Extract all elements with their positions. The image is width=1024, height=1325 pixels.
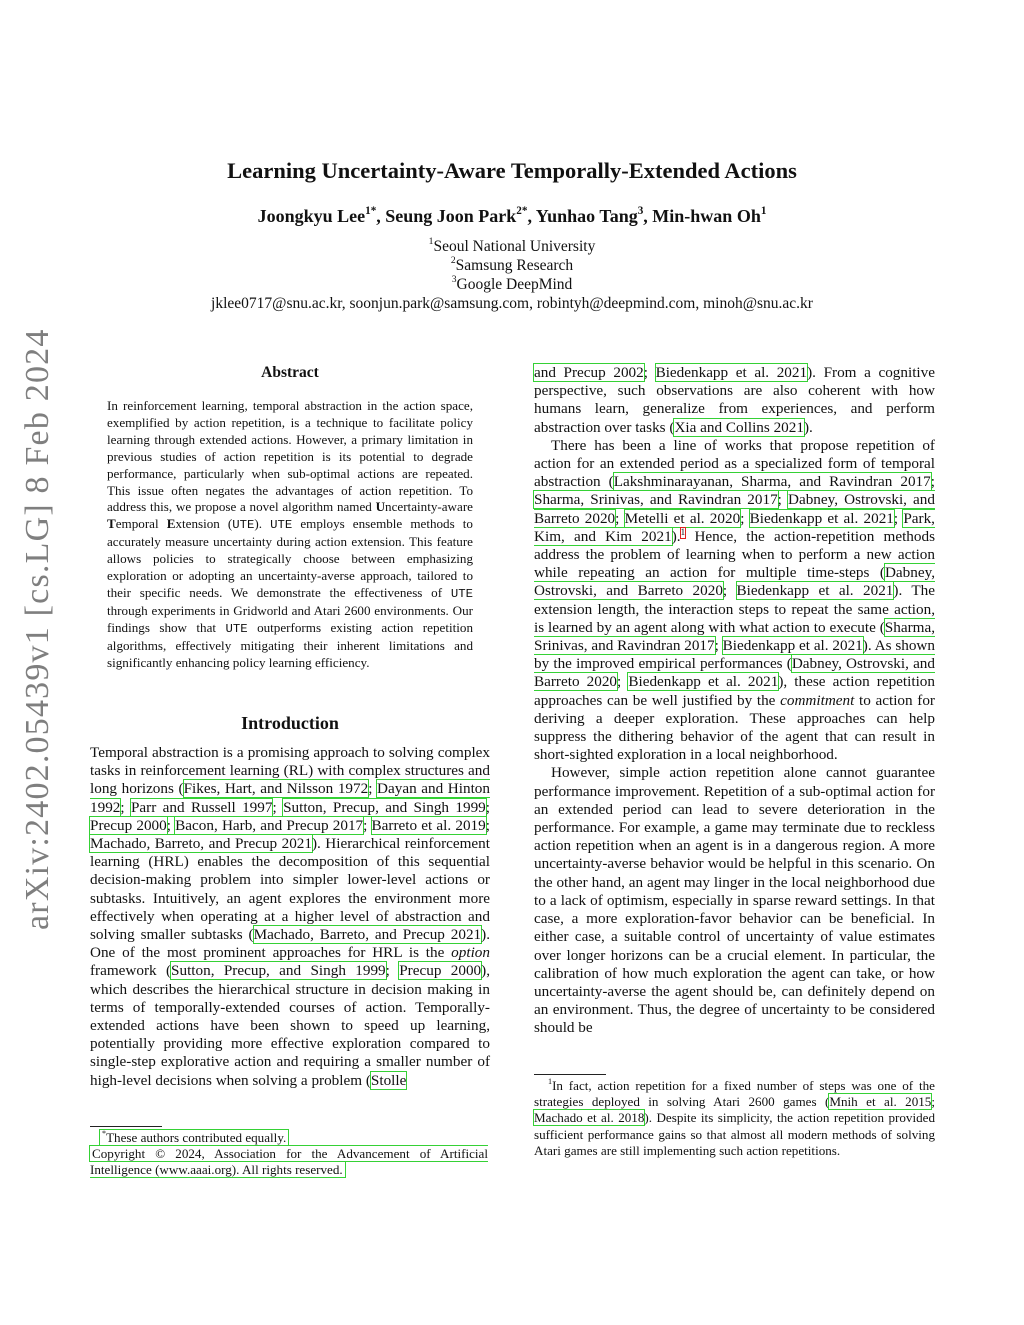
text: ; bbox=[931, 1094, 935, 1110]
emphasis: commitment bbox=[780, 691, 855, 709]
citation-link[interactable]: Dayan and Hinton 1992 bbox=[90, 780, 490, 816]
affiliation-mark: 2 bbox=[450, 255, 456, 267]
affiliation-mark: 1 bbox=[428, 236, 434, 248]
text: ; bbox=[485, 816, 490, 834]
text: ; bbox=[617, 673, 629, 691]
citation-link[interactable]: Machado et al. 2018 bbox=[534, 1110, 645, 1126]
left-footnotes bbox=[90, 1130, 488, 1179]
text: ; bbox=[363, 816, 372, 834]
paper-title: Learning Uncertainty-Aware Temporally-Extended Actions bbox=[227, 158, 797, 183]
text: In fact, action repetition for a fixed number of steps was one of the strategies deployed in solving Atari 2600 games ( bbox=[534, 1078, 935, 1110]
method-name: UTE bbox=[450, 586, 473, 601]
citation-link[interactable]: Biedenkapp et al. 2021 bbox=[655, 364, 808, 381]
footnote-text: These authors contributed equally. bbox=[106, 1130, 287, 1145]
text: ; bbox=[643, 364, 656, 381]
text: ). Hierarchical reinforcement learning (HRL) enables the decomposition of this sequential decision-making problem into simpler lower-level actions or subtasks. Intuitively, an agent explores the environment more effectively when operating at a higher level of abstraction and solving smaller subtasks ( bbox=[90, 835, 490, 944]
author-mark: 1* bbox=[365, 205, 377, 218]
footnote-mark: * bbox=[102, 1129, 107, 1139]
text: emporal bbox=[115, 516, 167, 532]
text: Hence, the action-repetition methods address the problem of learning when to perform a new action while repeating an action for multiple time-steps ( bbox=[534, 527, 935, 582]
author-name: Min-hwan Oh bbox=[652, 206, 761, 226]
method-name: UTE bbox=[232, 518, 255, 533]
citation-link[interactable]: Stolle bbox=[370, 1071, 407, 1089]
text: ; bbox=[740, 509, 750, 527]
text: ; bbox=[272, 798, 284, 816]
citation-link[interactable]: Biedenkapp et al. 2021 bbox=[749, 509, 894, 527]
affiliation bbox=[0, 276, 1024, 294]
text: ; bbox=[368, 780, 378, 798]
citation-link[interactable]: Machado, Barreto, and Precup 2021 bbox=[90, 835, 312, 853]
citation-link[interactable]: Mnih et al. 2015 bbox=[829, 1094, 932, 1110]
author-mark: 1 bbox=[760, 205, 767, 218]
paragraph bbox=[534, 437, 935, 765]
affiliation-mark: 3 bbox=[451, 274, 457, 286]
affiliation bbox=[0, 257, 1024, 275]
author-name: Joongkyu Lee bbox=[257, 206, 366, 226]
text: ). One of the most prominent approaches for HRL is the bbox=[90, 926, 490, 962]
author-name: Seung Joon Park bbox=[385, 206, 517, 226]
paragraph bbox=[534, 364, 935, 437]
affiliation-name: Samsung Research bbox=[455, 257, 574, 274]
text: Temporal abstraction is a promising approach to solving complex tasks in reinforcement learning (RL) with complex structures and long horizons ( bbox=[90, 744, 490, 798]
citation-link[interactable]: Dabney, Ostrovski, and Barreto 2020 bbox=[534, 491, 935, 527]
text: U bbox=[375, 499, 386, 515]
text: ; bbox=[615, 509, 625, 527]
arxiv-identifier: arXiv:2402.05439v1 [cs.LG] 8 Feb 2024 bbox=[19, 328, 56, 930]
method-name: UTE bbox=[225, 621, 248, 636]
citation-link[interactable]: Dabney, Ostrovski, and Barreto 2020 bbox=[534, 564, 935, 600]
citation-link[interactable]: Precup 2000 bbox=[399, 962, 482, 980]
text: ; bbox=[714, 637, 723, 655]
text: In reinforcement learning, temporal abstraction in the action space, exemplified by action repetition, is a technique to facilitate policy learning through extended actions. However, a primary limitation in previous studies of action repetition is its potential to degrade performance, particularly when sub-optimal actions are repeated. This issue often negates the advantages of action repetition. To address this, we propose a novel algorithm named bbox=[107, 398, 473, 515]
text: ). bbox=[671, 527, 681, 545]
citation-link[interactable]: Fikes, Hart, and Nilsson 1972 bbox=[183, 780, 369, 798]
text: ), these action repetition approaches can be well justified by the bbox=[534, 673, 935, 709]
citation-link[interactable]: Biedenkapp et al. 2021 bbox=[722, 637, 863, 655]
text: xtension ( bbox=[175, 516, 233, 532]
affiliation-name: Google DeepMind bbox=[456, 276, 573, 293]
citation-link[interactable]: Sharma, Srinivas, and Ravindran 2017 bbox=[534, 618, 935, 655]
text: employs ensemble methods to accurately measure uncertainty during action extension. This feature allows policies to strategically choose between emphasizing exploration or adopting an uncertainty-averse approach, tailored to their specific needs. We demonstrate the effectiveness of bbox=[107, 516, 473, 600]
author-list: Joongkyu Lee$^{1*}$, Seung Joon Park$^{2*}$, Yunhao Tang$^3$, Min-hwan Oh$^1$ bbox=[257, 205, 767, 226]
citation-link[interactable]: Biedenkapp et al. 2021 bbox=[736, 582, 894, 600]
text: ; bbox=[166, 816, 176, 834]
citation-link[interactable]: Metelli et al. 2020 bbox=[624, 509, 741, 527]
affiliation bbox=[0, 238, 1024, 256]
emphasis: option bbox=[451, 944, 490, 962]
text: to action for deriving a deeper exploration. These approaches can help suppress the dithering behavior of the agent that can result in short-sighted exploration in a local neighborhood. bbox=[534, 691, 935, 764]
method-name: UTE bbox=[270, 518, 293, 533]
footnote-mark: 1 bbox=[548, 1077, 553, 1087]
paragraph: However, simple action repetition alone cannot guarantee performance improvement. Repetition of a sub-optimal action for an extended period can lead to severe deterioration in the performance. For example, a game may terminate due to reckless action repetition when an agent is in a dangerous region. A more uncertainty-averse behavior would be helpful in this scenario. On the other hand, an agent may linger in the local neighborhood due to a lack of optimism, especially in sparse reward settings. In that case, a more exploration-favor behavior can be beneficial. In either case, a suitable control of uncertainty of value estimates over longer horizons can be a crucial element. In particular, the calibration of how much exploration the agent can take, or how uncertainty-averse the agent should be, can definitely depend on an environment. Thus, the degree of uncertainty to be considered should be bbox=[534, 764, 935, 1037]
affiliation-name: Seoul National University bbox=[433, 238, 596, 255]
author-name: Yunhao Tang bbox=[535, 206, 638, 226]
text: ). Despite its simplicity, the action repetition provided sufficient performance gains so that almost all modern methods of solving Atari games are still implementing such action repetitions. bbox=[534, 1110, 935, 1158]
text: ). The extension length, the interaction steps to repeat the same action, is learned by an agent along with what action to execute ( bbox=[534, 582, 935, 636]
text: ; bbox=[485, 798, 490, 816]
citation-link[interactable]: Bacon, Harb, and Precup 2017 bbox=[175, 816, 364, 834]
text: through experiments in Gridworld and Atari 2600 environments. Our findings show that bbox=[107, 602, 473, 635]
text: ). From a cognitive perspective, such observations are also coherent with how humans learn, generalize from experiences, and perform abstraction over tasks ( bbox=[534, 364, 935, 436]
text: ; bbox=[893, 509, 904, 527]
citation-link[interactable]: Machado, Barreto, and Precup 2021 bbox=[253, 926, 482, 944]
copyright-link[interactable]: Copyright © 2024, Association for the Advancement of Artificial Intelligence (www.aaai.org). All rights reserved. bbox=[90, 1146, 488, 1178]
text: framework ( bbox=[90, 962, 172, 980]
text: ), which describes the hierarchical structure in decision making in terms of temporally-extended courses of action. Temporally-extended actions have been shown to speed up learning, potentially providing more effective exploration compared to single-step explorative action and requiring a smaller number of high-level decisions when solving a problem ( bbox=[90, 962, 490, 1089]
citation-link[interactable]: Sharma, Srinivas, and Ravindran 2017 bbox=[534, 491, 778, 509]
section-heading-introduction: Introduction bbox=[241, 713, 339, 733]
author-emails: jklee0717@snu.ac.kr, soonjun.park@samsung.com, robintyh@deepmind.com, minoh@snu.ac.kr bbox=[211, 295, 813, 312]
text: ). bbox=[803, 418, 813, 436]
text: E bbox=[166, 516, 176, 532]
footnote-box[interactable] bbox=[100, 1130, 288, 1145]
right-footnotes bbox=[534, 1078, 935, 1159]
footnote-rule bbox=[90, 1126, 162, 1127]
citation-link[interactable]: Sutton, Precup, and Singh 1999 bbox=[283, 798, 486, 816]
abstract-heading: Abstract bbox=[261, 364, 319, 381]
citation-link[interactable]: Lakshminarayanan, Sharma, and Ravindran 2017 bbox=[613, 473, 931, 491]
citation-link[interactable]: and Precup 2002 bbox=[534, 364, 644, 381]
copyright-notice bbox=[90, 1146, 488, 1178]
text: ; bbox=[722, 582, 737, 600]
citation-link[interactable]: Biedenkapp et al. 2021 bbox=[628, 673, 779, 691]
text: ). As shown by the improved empirical performances ( bbox=[534, 637, 935, 673]
footnote bbox=[90, 1130, 488, 1146]
text: ncertainty-aware bbox=[385, 499, 473, 515]
author-mark: 2* bbox=[516, 205, 528, 218]
citation-link[interactable]: Park, Kim, and Kim 2021 bbox=[534, 509, 935, 545]
text: ; bbox=[930, 473, 935, 491]
citation-link[interactable]: Precup 2000 bbox=[90, 816, 167, 834]
citation-link[interactable]: Sutton, Precup, and Singh 1999 bbox=[171, 962, 386, 980]
footnote bbox=[534, 1078, 935, 1159]
footnote-link[interactable]: 1 bbox=[680, 527, 686, 538]
citation-link[interactable]: Dabney, Ostrovski, and Barreto 2020 bbox=[534, 655, 935, 691]
text: ). bbox=[254, 516, 271, 532]
text: outperforms existing action repetition algorithms, effectively mitigating their inherent limitations and significantly enhancing policy learning efficiency. bbox=[107, 619, 473, 670]
text: T bbox=[107, 516, 116, 532]
citation-link[interactable]: Xia and Collins 2021 bbox=[674, 418, 804, 436]
left-column-body bbox=[90, 744, 490, 1090]
text: ; bbox=[777, 491, 788, 509]
citation-link[interactable]: Parr and Russell 1997 bbox=[130, 798, 273, 816]
right-column-body bbox=[534, 364, 935, 1038]
text: ; bbox=[120, 798, 131, 816]
author-mark: 3 bbox=[637, 205, 644, 218]
text: ; bbox=[385, 962, 400, 980]
citation-link[interactable]: Barreto et al. 2019 bbox=[371, 816, 486, 834]
text: There has been a line of works that propose repetition of action for an extended period as a specialized form of temporal abstraction ( bbox=[534, 436, 935, 491]
footnote-rule bbox=[534, 1074, 606, 1075]
paragraph bbox=[90, 744, 490, 1090]
abstract-body bbox=[107, 398, 473, 672]
